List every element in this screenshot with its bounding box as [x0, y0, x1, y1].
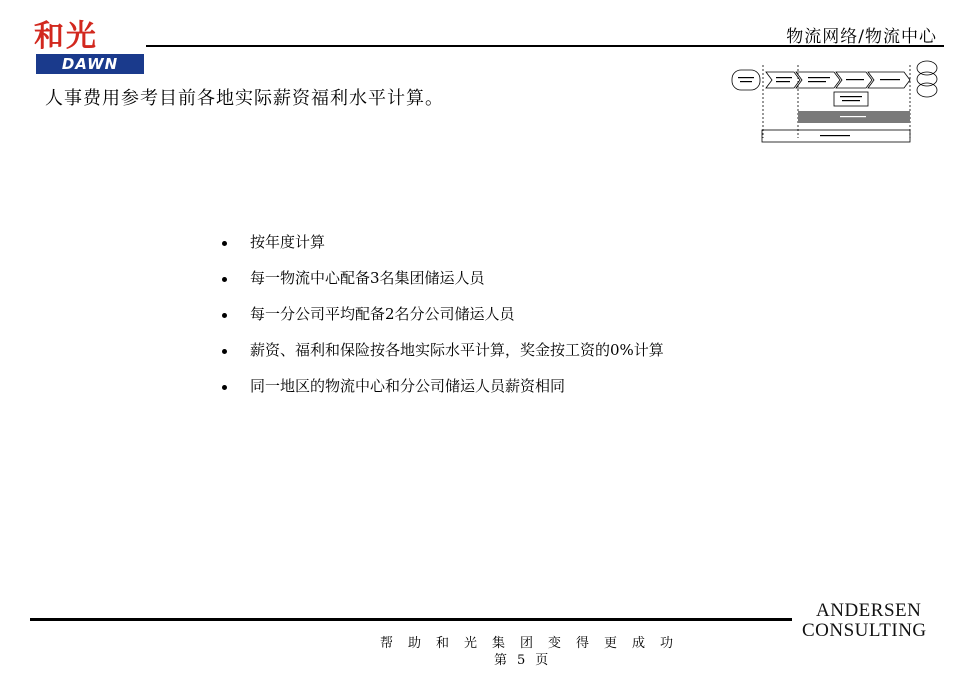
bullet-dot-icon [222, 241, 227, 246]
page-number [494, 649, 558, 668]
logo-english-text: DAWN [36, 54, 144, 74]
bullet-dot-icon [222, 385, 227, 390]
footer-slogan: 帮助和光集团变得更成功 [380, 636, 689, 651]
consultant-name-line1: ANDERSEN [816, 600, 922, 621]
list-item [220, 300, 860, 336]
flow-step-1 [766, 72, 800, 88]
assumption-list [220, 228, 860, 408]
bullet-text: 每一分公司平均配备2名分公司储运人员 [250, 305, 515, 323]
bullet-text: 薪资、福利和保险按各地实际水平计算，奖金按工资的0%计算 [250, 341, 664, 359]
list-item [220, 264, 860, 300]
company-logo [34, 19, 146, 76]
flow-end-node-2 [917, 72, 937, 86]
bullet-text: 每一物流中心配备3名集团储运人员 [250, 269, 485, 287]
bullet-dot-icon [222, 277, 227, 282]
list-item [220, 336, 860, 372]
bullet-text: 同一地区的物流中心和分公司储运人员薪资相同 [250, 377, 566, 395]
flow-start-node [732, 70, 760, 90]
page-suffix: 页 [535, 653, 559, 668]
bullet-dot-icon [222, 313, 227, 318]
lead-statement: 人事费用参考目前各地实际薪资福利水平计算。 [45, 88, 444, 109]
flow-end-node-1 [917, 61, 937, 75]
consultant-logo [802, 600, 947, 644]
consultant-name-line2: CONSULTING [802, 620, 927, 641]
logo-chinese-text: 和光 [34, 19, 98, 54]
footer-divider [30, 618, 792, 621]
process-flow-thumbnail [730, 60, 945, 150]
page-prefix: 第 [494, 653, 518, 668]
bullet-dot-icon [222, 349, 227, 354]
list-item [220, 372, 860, 408]
flow-end-node-3 [917, 83, 937, 97]
flow-sub-box [834, 92, 868, 106]
list-item [220, 228, 860, 264]
page-number-value: 5 [517, 653, 536, 668]
flow-step-2 [796, 72, 840, 88]
bullet-text: 按年度计算 [250, 233, 326, 251]
section-title: 物流网络/物流中心 [786, 27, 937, 47]
